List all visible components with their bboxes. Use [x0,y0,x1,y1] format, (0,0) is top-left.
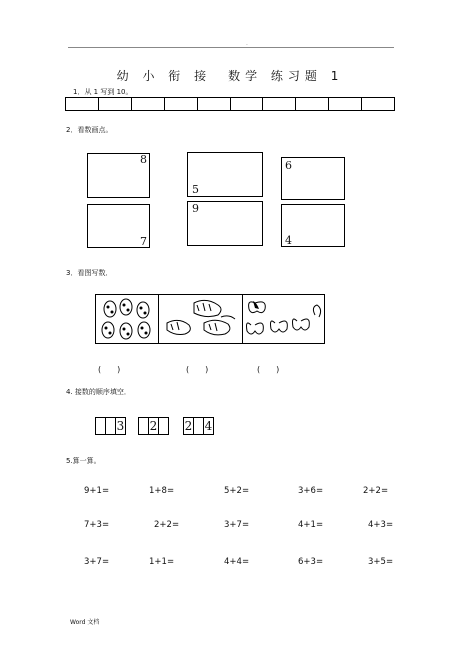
sequence-group [183,417,214,435]
write-cell[interactable] [296,98,329,110]
write-grid [65,97,395,111]
dot-box[interactable] [281,204,345,247]
sequence-cell[interactable] [139,418,149,434]
write-cell[interactable] [99,98,132,110]
write-cell[interactable] [132,98,165,110]
dot-box-number: 6 [285,159,292,172]
equation[interactable]: 3+7= [84,557,110,567]
equation[interactable]: 6+3= [298,557,324,567]
butterfly-picture [243,295,326,343]
dot-box-number: 9 [192,202,199,215]
dot-box-number: 7 [140,235,147,248]
page-title: 幼 小 衔 接 数学 练习题 1 [116,69,344,83]
ladybug-picture [96,295,159,343]
sequence-cell[interactable] [194,418,204,434]
dot-box[interactable] [187,201,263,246]
sequence-cell[interactable] [159,418,168,434]
dot-box[interactable] [87,153,150,198]
dot-box-number: 8 [140,153,147,166]
section-4-heading: 4. 接数的顺序填空． [66,388,131,396]
equation[interactable]: 3+5= [368,557,394,567]
footer-label: Word 文档 [70,619,100,626]
equation[interactable]: 5+2= [224,486,250,496]
sequence-cell: 4 [204,419,213,433]
dot-box[interactable] [87,204,150,248]
sequence-cell[interactable] [106,418,116,434]
write-cell[interactable] [329,98,362,110]
equation[interactable]: 1+8= [149,486,175,496]
sequence-cell: 3 [116,419,125,433]
write-cell[interactable] [66,98,99,110]
section-3-heading: 3．看图写数． [66,269,113,277]
section-5-heading: 5.算一算。 [66,457,101,465]
header-rule [68,47,394,48]
section-1-heading: 1．从 1 写到 10。 [73,88,133,96]
answer-paren[interactable]: ( ) [186,365,209,374]
write-cell[interactable] [231,98,264,110]
equation[interactable]: 4+1= [298,520,324,530]
equation[interactable]: 1+1= [149,557,175,567]
dot-box[interactable] [187,152,263,197]
tiger-picture [159,295,243,343]
equation[interactable]: 3+7= [224,520,250,530]
write-cell[interactable] [263,98,296,110]
header-dot: . [246,40,248,47]
equation[interactable]: 2+2= [154,520,180,530]
answer-paren[interactable]: ( ) [98,365,121,374]
section-2-heading: 2．看数画点。 [66,126,113,134]
equation[interactable]: 2+2= [363,486,389,496]
equation[interactable]: 4+4= [224,557,250,567]
picture-strip [95,294,325,344]
equation[interactable]: 4+3= [368,520,394,530]
sequence-cell[interactable] [96,418,106,434]
dot-box[interactable] [281,157,345,200]
dot-box-number: 4 [285,234,292,247]
equation[interactable]: 7+3= [84,520,110,530]
sequence-group [95,417,126,435]
write-cell[interactable] [362,98,394,110]
sequence-cell: 2 [149,419,158,433]
write-cell[interactable] [165,98,198,110]
sequence-cell: 2 [184,419,193,433]
equation[interactable]: 9+1= [84,486,110,496]
write-cell[interactable] [198,98,231,110]
equation[interactable]: 3+6= [298,486,324,496]
answer-paren[interactable]: ( ) [257,365,280,374]
dot-box-number: 5 [192,183,199,196]
sequence-group [138,417,169,435]
